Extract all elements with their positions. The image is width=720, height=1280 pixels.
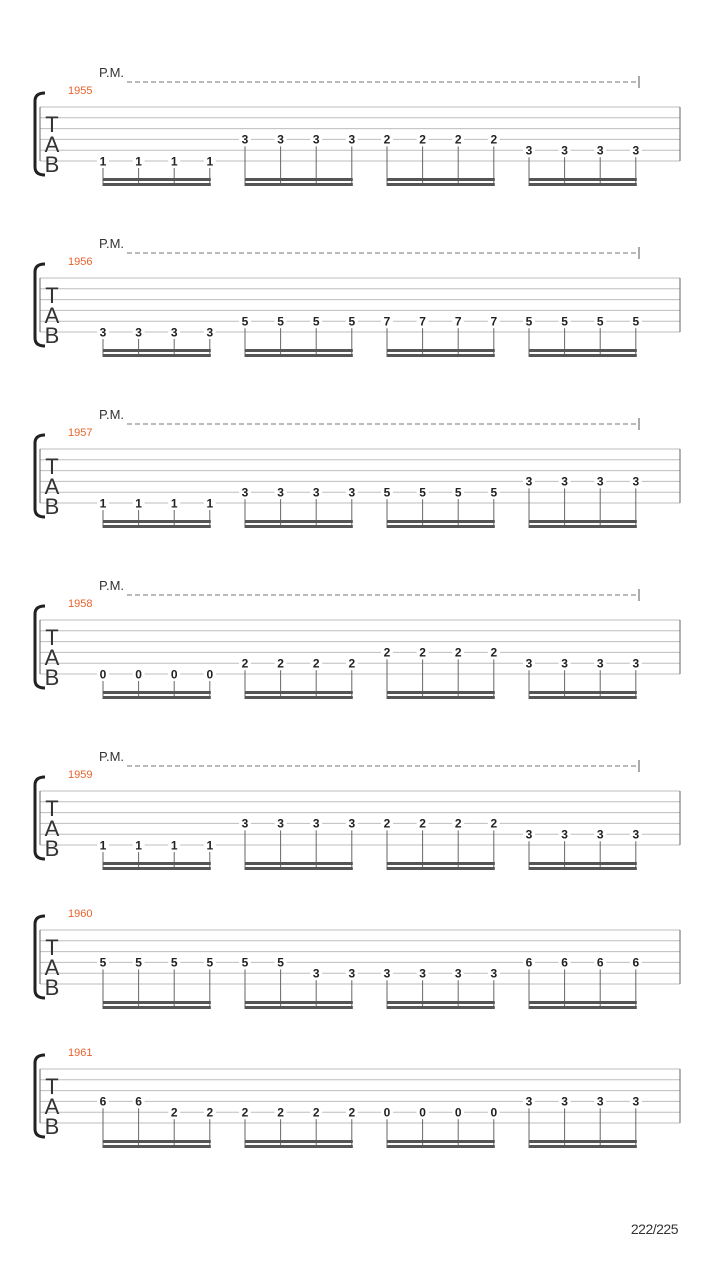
tab-clef-letter: B [44, 975, 60, 1000]
beam-primary [529, 691, 637, 694]
beam-secondary [529, 1145, 637, 1148]
fret-number: 5 [277, 955, 284, 970]
fret-number: 3 [525, 474, 533, 489]
beam-secondary [387, 354, 495, 357]
beam-secondary [103, 1145, 211, 1148]
measure-number: 1961 [68, 1047, 93, 1059]
measure-number: 1955 [68, 85, 93, 97]
tab-clef-letter: A [44, 474, 60, 499]
fret-number: 2 [383, 816, 391, 831]
tab-clef-letter: B [44, 494, 60, 519]
fret-number: 3 [348, 485, 356, 500]
fret-number: 3 [348, 966, 356, 981]
tab-clef-letter: A [44, 1094, 60, 1119]
fret-number: 5 [490, 485, 498, 500]
fret-number: 3 [632, 1094, 640, 1109]
fret-number: 0 [206, 667, 214, 682]
beam-secondary [103, 183, 211, 186]
beam-primary [103, 862, 211, 865]
fret-number: 3 [312, 485, 320, 500]
beam-primary [387, 862, 495, 865]
fret-number: 3 [277, 132, 284, 147]
fret-number: 5 [348, 314, 356, 329]
tab-clef-letter: T [45, 454, 59, 479]
fret-number: 3 [525, 143, 533, 158]
fret-number: 5 [206, 955, 214, 970]
fret-number: 2 [170, 1105, 178, 1120]
tab-clef-letter: T [45, 935, 59, 960]
fret-number: 0 [99, 667, 107, 682]
beam-secondary [387, 1145, 495, 1148]
fret-number: 7 [490, 314, 498, 329]
fret-number: 3 [241, 132, 249, 147]
fret-number: 5 [312, 314, 320, 329]
beam-secondary [103, 867, 211, 870]
measure-number: 1956 [68, 256, 93, 268]
beam-secondary [529, 867, 637, 870]
fret-number: 3 [99, 325, 107, 340]
fret-number: 5 [561, 314, 568, 329]
fret-number: 2 [490, 816, 498, 831]
fret-number: 1 [206, 838, 214, 853]
tab-clef-letter: A [44, 303, 60, 328]
fret-number: 3 [632, 656, 640, 671]
fret-number: 5 [525, 314, 533, 329]
tab-system [35, 65, 680, 186]
beam-secondary [103, 1006, 211, 1009]
fret-number: 1 [170, 496, 178, 511]
fret-number: 3 [561, 143, 568, 158]
fret-number: 3 [241, 485, 249, 500]
palm-mute-label: P.M. [99, 236, 125, 251]
tab-clef-letter: B [44, 1114, 60, 1139]
fret-number: 5 [241, 314, 249, 329]
beam-primary [245, 691, 353, 694]
fret-number: 3 [419, 966, 426, 981]
fret-number: 7 [383, 314, 391, 329]
tab-clef-letter: T [45, 796, 59, 821]
beam-secondary [529, 183, 637, 186]
tab-clef-letter: B [44, 836, 60, 861]
measure-number: 1957 [68, 427, 93, 439]
fret-number: 3 [632, 474, 640, 489]
beam-primary [103, 1001, 211, 1004]
fret-number: 2 [312, 1105, 320, 1120]
tab-system [35, 236, 680, 357]
beam-primary [387, 691, 495, 694]
tab-clef-letter: B [44, 152, 60, 177]
beam-secondary [245, 696, 353, 699]
fret-number: 3 [135, 325, 142, 340]
fret-number: 3 [561, 474, 568, 489]
fret-number: 1 [135, 154, 142, 169]
fret-number: 3 [312, 816, 320, 831]
fret-number: 3 [596, 474, 604, 489]
fret-number: 5 [454, 485, 462, 500]
beam-primary [387, 178, 495, 181]
beam-secondary [387, 183, 495, 186]
beam-primary [103, 520, 211, 523]
fret-number: 3 [632, 143, 640, 158]
fret-number: 3 [561, 656, 568, 671]
fret-number: 2 [419, 816, 426, 831]
measure-number: 1958 [68, 598, 93, 610]
beam-secondary [529, 354, 637, 357]
beam-secondary [387, 1006, 495, 1009]
beam-secondary [529, 696, 637, 699]
beam-secondary [387, 696, 495, 699]
tab-system [35, 407, 680, 528]
beam-primary [245, 349, 353, 352]
tab-system [35, 1047, 680, 1148]
fret-number: 1 [170, 838, 178, 853]
measure-number: 1960 [68, 908, 93, 920]
beam-primary [529, 349, 637, 352]
beam-primary [387, 1140, 495, 1143]
palm-mute-label: P.M. [99, 749, 125, 764]
fret-number: 2 [419, 645, 426, 660]
tab-clef-letter: T [45, 625, 59, 650]
fret-number: 5 [632, 314, 640, 329]
fret-number: 0 [419, 1105, 426, 1120]
fret-number: 6 [561, 955, 568, 970]
fret-number: 1 [99, 838, 107, 853]
fret-number: 3 [206, 325, 214, 340]
fret-number: 2 [454, 645, 462, 660]
beam-secondary [245, 1145, 353, 1148]
fret-number: 3 [596, 143, 604, 158]
fret-number: 2 [383, 132, 391, 147]
fret-number: 3 [596, 827, 604, 842]
fret-number: 2 [312, 656, 320, 671]
tab-system [35, 749, 680, 870]
tab-clef-letter: T [45, 1074, 59, 1099]
fret-number: 3 [525, 1094, 533, 1109]
fret-number: 2 [348, 656, 356, 671]
fret-number: 7 [419, 314, 426, 329]
fret-number: 5 [596, 314, 604, 329]
fret-number: 2 [206, 1105, 214, 1120]
tab-clef-letter: T [45, 283, 59, 308]
fret-number: 6 [596, 955, 604, 970]
fret-number: 5 [383, 485, 391, 500]
fret-number: 3 [596, 1094, 604, 1109]
fret-number: 1 [99, 496, 107, 511]
fret-number: 3 [596, 656, 604, 671]
fret-number: 0 [454, 1105, 462, 1120]
beam-primary [245, 1140, 353, 1143]
fret-number: 2 [277, 656, 284, 671]
palm-mute-label: P.M. [99, 407, 125, 422]
beam-primary [387, 520, 495, 523]
fret-number: 3 [312, 132, 320, 147]
beam-primary [529, 862, 637, 865]
beam-primary [387, 349, 495, 352]
tab-clef-letter: T [45, 112, 59, 137]
fret-number: 5 [241, 955, 249, 970]
tab-system [35, 908, 680, 1009]
fret-number: 5 [277, 314, 284, 329]
fret-number: 2 [241, 1105, 249, 1120]
fret-number: 1 [135, 838, 142, 853]
fret-number: 3 [241, 816, 249, 831]
beam-secondary [103, 525, 211, 528]
fret-number: 1 [206, 496, 214, 511]
fret-number: 3 [454, 966, 462, 981]
beam-primary [529, 1140, 637, 1143]
beam-primary [103, 1140, 211, 1143]
beam-primary [245, 520, 353, 523]
fret-number: 6 [525, 955, 533, 970]
fret-number: 6 [99, 1094, 107, 1109]
tab-clef-letter: B [44, 665, 60, 690]
fret-number: 5 [170, 955, 178, 970]
fret-number: 3 [525, 656, 533, 671]
beam-primary [103, 349, 211, 352]
page-number: 222/225 [630, 1221, 678, 1237]
fret-number: 3 [490, 966, 498, 981]
fret-number: 3 [348, 132, 356, 147]
beam-secondary [103, 696, 211, 699]
beam-primary [387, 1001, 495, 1004]
fret-number: 2 [241, 656, 249, 671]
tab-clef-letter: A [44, 955, 60, 980]
fret-number: 1 [135, 496, 142, 511]
fret-number: 2 [454, 816, 462, 831]
fret-number: 3 [561, 1094, 568, 1109]
fret-number: 3 [277, 485, 284, 500]
fret-number: 3 [383, 966, 391, 981]
beam-secondary [245, 1006, 353, 1009]
fret-number: 7 [454, 314, 462, 329]
fret-number: 2 [454, 132, 462, 147]
fret-number: 3 [561, 827, 568, 842]
tab-clef-letter: A [44, 132, 60, 157]
beam-primary [245, 178, 353, 181]
beam-secondary [529, 1006, 637, 1009]
tab-clef-letter: A [44, 645, 60, 670]
beam-primary [103, 691, 211, 694]
fret-number: 3 [312, 966, 320, 981]
fret-number: 5 [135, 955, 142, 970]
fret-number: 2 [383, 645, 391, 660]
measure-number: 1959 [68, 769, 93, 781]
fret-number: 3 [170, 325, 178, 340]
fret-number: 0 [490, 1105, 498, 1120]
beam-secondary [245, 354, 353, 357]
beam-primary [245, 1001, 353, 1004]
tab-clef-letter: B [44, 323, 60, 348]
fret-number: 0 [170, 667, 178, 682]
fret-number: 6 [632, 955, 640, 970]
fret-number: 2 [348, 1105, 356, 1120]
beam-secondary [103, 354, 211, 357]
palm-mute-label: P.M. [99, 65, 125, 80]
tab-system [35, 578, 680, 699]
beam-primary [245, 862, 353, 865]
fret-number: 2 [490, 645, 498, 660]
beam-secondary [387, 867, 495, 870]
palm-mute-label: P.M. [99, 578, 125, 593]
fret-number: 2 [490, 132, 498, 147]
fret-number: 6 [135, 1094, 142, 1109]
fret-number: 1 [99, 154, 107, 169]
beam-primary [529, 520, 637, 523]
tab-clef-letter: A [44, 816, 60, 841]
fret-number: 3 [277, 816, 284, 831]
beam-secondary [245, 867, 353, 870]
fret-number: 0 [135, 667, 142, 682]
fret-number: 3 [632, 827, 640, 842]
fret-number: 3 [348, 816, 356, 831]
fret-number: 3 [525, 827, 533, 842]
beam-primary [103, 178, 211, 181]
fret-number: 1 [206, 154, 214, 169]
fret-number: 2 [277, 1105, 284, 1120]
beam-secondary [245, 525, 353, 528]
beam-secondary [387, 525, 495, 528]
beam-primary [529, 178, 637, 181]
fret-number: 5 [99, 955, 107, 970]
fret-number: 0 [383, 1105, 391, 1120]
fret-number: 5 [419, 485, 426, 500]
fret-number: 2 [419, 132, 426, 147]
fret-number: 1 [170, 154, 178, 169]
beam-secondary [529, 525, 637, 528]
beam-secondary [245, 183, 353, 186]
beam-primary [529, 1001, 637, 1004]
